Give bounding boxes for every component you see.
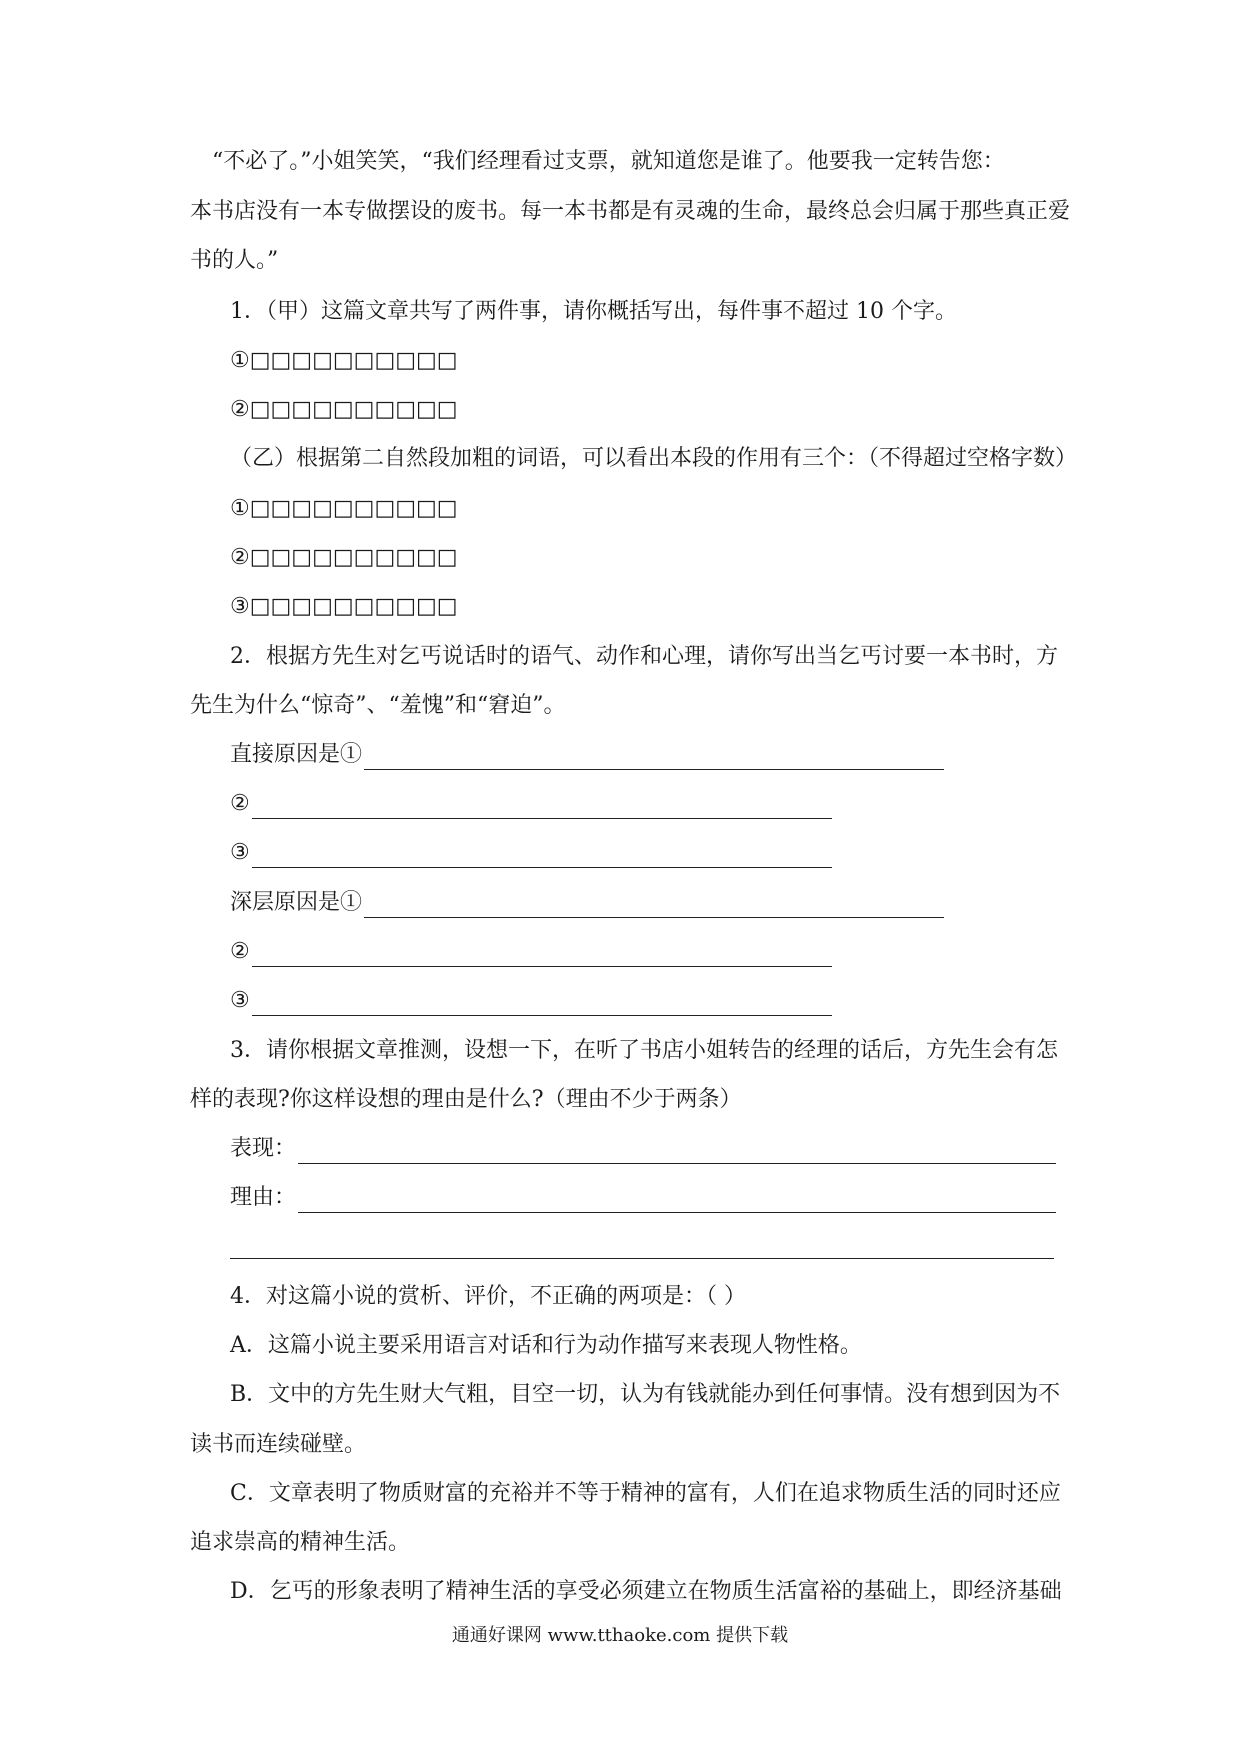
q2-direct-reason-2 (230, 789, 832, 819)
answer-blank[interactable] (252, 794, 832, 819)
question-3-stem: 样的表现?你这样设想的理由是什么?（理由不少于两条） (190, 1087, 742, 1112)
q2-direct-reason-1 (230, 740, 944, 770)
question-1-stem: 1．（甲）这篇文章共写了两件事，请你概括写出，每件事不超过 10 个字。 (230, 299, 957, 324)
q4-option-b: 读书而连续碰壁。 (190, 1432, 367, 1457)
q1-sub-answer-box-3: ③□□□□□□□□□□ (230, 594, 458, 619)
answer-blank[interactable] (252, 991, 832, 1016)
q4-option-c: 追求崇高的精神生活。 (190, 1530, 411, 1555)
question-2-stem: 先生为什么“惊奇”、“羞愧”和“窘迫”。 (190, 693, 566, 718)
answer-blank[interactable] (252, 942, 832, 967)
q3-reason-row (230, 1183, 1056, 1213)
circle-number-label: ③ (230, 988, 250, 1013)
q1-sub-answer-box-1: ①□□□□□□□□□□ (230, 496, 458, 521)
page-footer: 通通好课网 www.tthaoke.com 提供下载 (451, 1625, 789, 1646)
passage-line: 书的人。” (190, 248, 279, 273)
question-3-stem: 3．请你根据文章推测，设想一下，在听了书店小姐转告的经理的话后，方先生会有怎 (230, 1038, 1058, 1063)
q2-deep-reason-1 (230, 888, 944, 918)
q4-option-d: D．乞丐的形象表明了精神生活的享受必须建立在物质生活富裕的基础上，即经济基础 (230, 1579, 1062, 1604)
answer-blank[interactable] (252, 843, 832, 868)
answer-blank[interactable] (298, 1188, 1056, 1213)
q2-deep-reason-label: 深层原因是① (230, 890, 363, 915)
q4-option-c: C．文章表明了物质财富的充裕并不等于精神的富有，人们在追求物质生活的同时还应 (230, 1481, 1061, 1506)
q2-direct-reason-3 (230, 838, 832, 868)
q1-sub-answer-box-2: ②□□□□□□□□□□ (230, 545, 458, 570)
circle-number-label: ③ (230, 840, 250, 865)
q3-reason-label: 理由： (230, 1185, 297, 1210)
circle-number-label: ② (230, 791, 250, 816)
q2-deep-reason-2 (230, 937, 832, 967)
answer-blank[interactable] (230, 1228, 1054, 1259)
answer-blank[interactable] (364, 745, 944, 770)
answer-blank[interactable] (298, 1139, 1056, 1164)
question-4-stem: 4．对这篇小说的赏析、评价，不正确的两项是：（ ） (230, 1284, 746, 1309)
passage-line: “不必了。”小姐笑笑，“我们经理看过支票，就知道您是谁了。他要我一定转告您： (212, 149, 1005, 174)
question-1-sub-stem: （乙）根据第二自然段加粗的词语，可以看出本段的作用有三个：（不得超过空格字数） (230, 446, 1078, 471)
q3-performance-label: 表现： (230, 1136, 297, 1161)
passage-line: 本书店没有一本专做摆设的废书。每一本书都是有灵魂的生命，最终总会归属于那些真正爱 (190, 199, 1071, 224)
q1-answer-box-2: ②□□□□□□□□□□ (230, 397, 458, 422)
answer-blank[interactable] (364, 893, 944, 918)
q1-answer-box-1: ①□□□□□□□□□□ (230, 348, 458, 373)
question-2-stem: 2．根据方先生对乞丐说话时的语气、动作和心理，请你写出当乞丐讨要一本书时，方 (230, 644, 1058, 669)
q2-direct-reason-label: 直接原因是① (230, 742, 363, 767)
circle-number-label: ② (230, 939, 250, 964)
q4-option-b: B．文中的方先生财大气粗，目空一切，认为有钱就能办到任何事情。没有想到因为不 (230, 1382, 1061, 1407)
q4-option-a: A．这篇小说主要采用语言对话和行为动作描写来表现人物性格。 (230, 1333, 862, 1358)
q2-deep-reason-3 (230, 986, 832, 1016)
q3-performance-row (230, 1134, 1056, 1164)
